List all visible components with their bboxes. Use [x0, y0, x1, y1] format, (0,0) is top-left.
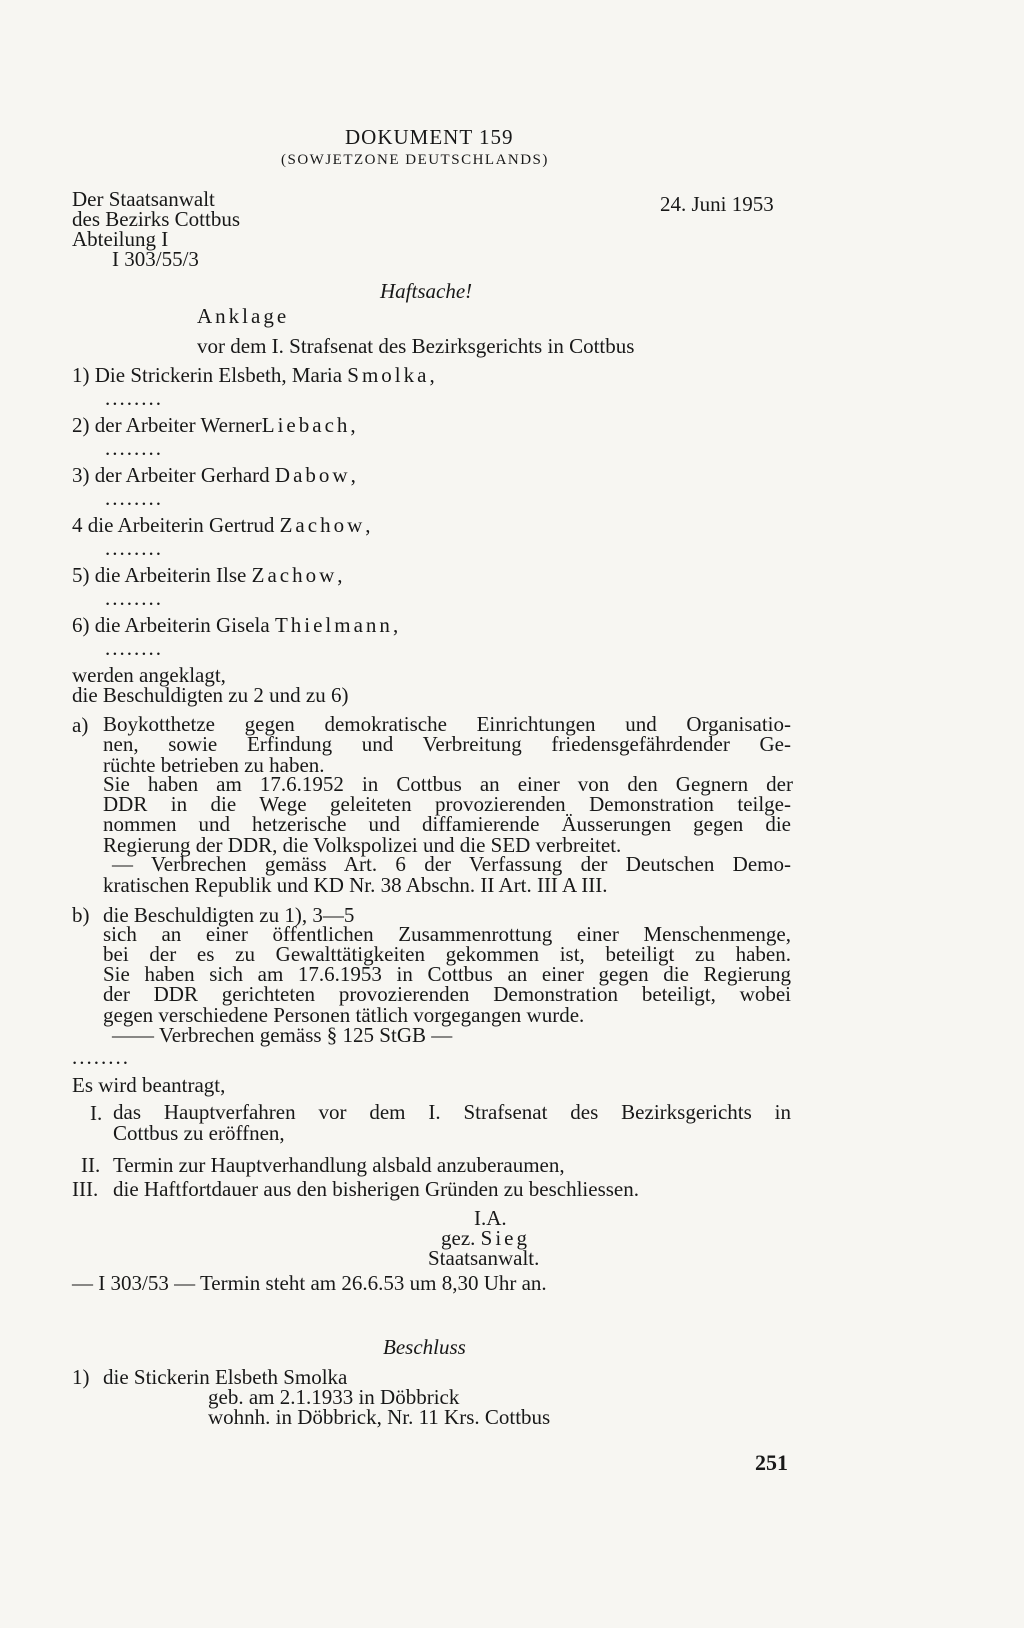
motions-intro: Es wird beantragt,	[72, 1073, 226, 1097]
omission-dots: ........	[105, 386, 163, 410]
termin-note: — I 303/53 — Termin steht am 26.6.53 um 8,30 Uhr an.	[72, 1271, 547, 1295]
defendant-surname: Liebach	[261, 413, 351, 437]
charge-a-line: nommen und hetzerische und diffamierende Äusserungen gegen die	[103, 812, 791, 836]
charges-intro: werden angeklagt,	[72, 663, 226, 687]
defendant-surname: Zachow	[279, 513, 366, 537]
defendant-number: 6)	[72, 613, 90, 637]
defendant-number: 4	[72, 513, 83, 537]
motion-line: Termin zur Hauptverhandlung alsbald anzuberaumen,	[113, 1153, 565, 1177]
beschluss-address: wohnh. in Döbbrick, Nr. 11 Krs. Cottbus	[208, 1405, 551, 1429]
omission-dots: ........	[105, 536, 163, 560]
charge-a-line: nen, sowie Erfindung und Verbreitung friedensgefährdender Ge-	[103, 732, 791, 756]
defendant-suffix: ,	[337, 563, 343, 587]
omission-dots: ........	[105, 586, 163, 610]
signature-name: Sieg	[480, 1226, 530, 1250]
charge-b-line: gegen verschiedene Personen tätlich vorgegangen wurde.	[103, 1003, 585, 1027]
charge-a-line: kratischen Republik und KD Nr. 38 Abschn. II Art. III A III.	[103, 873, 608, 897]
motion-number: III.	[72, 1177, 99, 1201]
defendant-suffix: ,	[392, 613, 399, 637]
charge-a-line: rüchte betrieben zu haben.	[103, 753, 325, 777]
defendant-suffix: ,	[365, 513, 371, 537]
sender-line-3: Abteilung I	[72, 227, 169, 251]
charge-b-line: bei der es zu Gewalttätigkeiten gekommen ist, beteiligt zu haben.	[103, 942, 791, 966]
sender-line-1: Der Staatsanwalt	[72, 187, 215, 211]
defendant-2	[72, 414, 356, 436]
motion-number: I.	[90, 1101, 103, 1125]
document-date: 24. Juni 1953	[660, 192, 774, 216]
motion-line: die Haftfortdauer aus den bisherigen Gründen zu beschliessen.	[113, 1177, 639, 1201]
defendant-number: 3)	[72, 463, 90, 487]
omission-dots: ........	[72, 1045, 130, 1069]
charge-b-label: b)	[72, 903, 90, 927]
defendant-number: 5)	[72, 563, 90, 587]
defendant-surname: Zachow	[251, 563, 338, 587]
defendant-surname: Thielmann	[274, 613, 393, 637]
defendant-1	[72, 364, 435, 386]
beschluss-birth: geb. am 2.1.1933 in Döbbrick	[208, 1385, 460, 1409]
charge-b-line: —— Verbrechen gemäss § 125 StGB —	[112, 1023, 453, 1047]
sender-line-2: des Bezirks Cottbus	[72, 207, 240, 231]
omission-dots: ........	[105, 436, 163, 460]
charge-a-line: — Verbrechen gemäss Art. 6 der Verfassung der Deutschen Demo-	[112, 852, 791, 876]
defendant-description: die Arbeiterin Gisela	[94, 613, 270, 637]
document-subtitle: (SOWJETZONE DEUTSCHLANDS)	[281, 152, 549, 168]
omission-dots: ........	[105, 486, 163, 510]
defendant-5	[72, 564, 343, 586]
haftsache-note: Haftsache!	[380, 279, 473, 303]
charge-a-label: a)	[72, 713, 89, 737]
page-number: 251	[755, 1450, 788, 1475]
defendant-surname: Smolka	[347, 363, 430, 387]
charge-b-line: die Beschuldigten zu 1), 3—5	[103, 903, 355, 927]
defendant-description: der Arbeiter Gerhard	[94, 463, 270, 487]
defendant-number: 2)	[72, 413, 90, 437]
charge-a-line: DDR in die Wege geleiteten provozierenden Demonstration teilge-	[103, 792, 791, 816]
defendant-description: der Arbeiter Werner	[94, 413, 262, 437]
beschluss-line: die Stickerin Elsbeth Smolka	[103, 1365, 348, 1389]
signature-ia: I.A.	[474, 1206, 507, 1230]
signature-role: Staatsanwalt.	[428, 1246, 540, 1270]
defendant-number: 1)	[72, 363, 90, 387]
beschluss-number: 1)	[72, 1365, 90, 1389]
charges-subject: die Beschuldigten zu 2 und zu 6)	[72, 683, 349, 707]
defendant-3	[72, 464, 356, 486]
defendant-suffix: ,	[350, 463, 356, 487]
defendant-description: die Arbeiterin Ilse	[94, 563, 247, 587]
beschluss-heading: Beschluss	[383, 1335, 466, 1359]
defendant-description: die Arbeiterin Gertrud	[87, 513, 275, 537]
omission-dots: ........	[105, 636, 163, 660]
defendant-6	[72, 614, 398, 636]
defendant-surname: Dabow	[274, 463, 351, 487]
defendant-description: Die Strickerin Elsbeth, Maria	[94, 363, 343, 387]
charge-a-line: Regierung der DDR, die Volkspolizei und die SED verbreitet.	[103, 833, 622, 857]
signature-gez: gez.	[441, 1226, 476, 1250]
motion-line: Cottbus zu eröffnen,	[113, 1121, 285, 1145]
charge-b-line: der DDR gerichteten provozierenden Demonstration beteiligt, wobei	[103, 982, 791, 1006]
anklage-court: vor dem I. Strafsenat des Bezirksgerichts in Cottbus	[197, 334, 635, 358]
charge-b-line: sich an einer öffentlichen Zusammenrottung einer Menschenmenge,	[103, 922, 791, 946]
motion-line: das Hauptverfahren vor dem I. Strafsenat des Bezirksgerichts in	[113, 1100, 791, 1124]
charge-a-line: Boykotthetze gegen demokratische Einrichtungen und Organisatio-	[103, 712, 791, 736]
charge-b-line: Sie haben sich am 17.6.1953 in Cottbus an einer gegen die Regierung	[103, 962, 791, 986]
motion-number: II.	[81, 1153, 101, 1177]
charge-a-line: Sie haben am 17.6.1952 in Cottbus an einer von den Gegnern der	[103, 772, 793, 796]
defendant-suffix: ,	[429, 363, 435, 387]
file-number: I 303/55/3	[112, 247, 199, 271]
defendant-4	[72, 514, 371, 536]
defendant-suffix: ,	[350, 413, 356, 437]
document-title: DOKUMENT 159	[345, 125, 514, 149]
anklage-heading: Anklage	[197, 304, 290, 328]
